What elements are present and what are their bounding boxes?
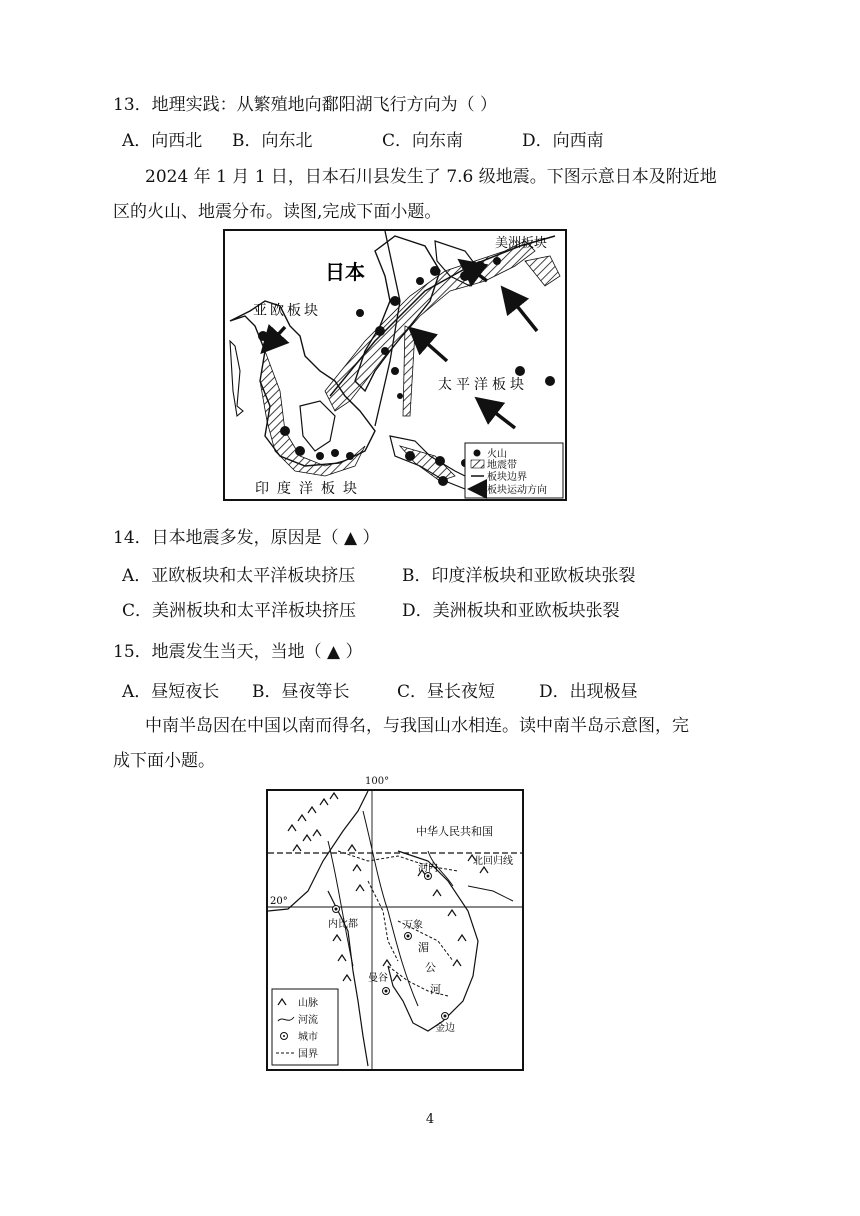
- legend-seismic-icon: [471, 460, 484, 468]
- label-bangkok: 曼谷: [368, 973, 388, 984]
- label-mekong-3: 河: [430, 983, 441, 996]
- legend-river: 河流: [298, 1015, 318, 1026]
- q14-options-row1: [122, 561, 636, 586]
- label-tropic-of-cancer: 北回归线: [473, 856, 513, 867]
- japan-plate-map: [223, 229, 567, 501]
- legend-mountain: 山脉: [298, 998, 318, 1009]
- map1-legend: [465, 443, 563, 498]
- label-hanoi: 河内: [418, 863, 438, 874]
- q13-option-d: D．向西南: [522, 131, 604, 151]
- q13-option-b: B．向东北: [232, 131, 313, 151]
- intro1-line1: 2024 年 1 月 1 日，日本石川县发生了 7.6 级地震。下图示意日本及附近地: [145, 167, 717, 187]
- legend-volcano-icon: [474, 450, 481, 457]
- legend-city: 城市: [298, 1032, 318, 1043]
- legend-border: 国界: [298, 1049, 318, 1060]
- indochina-map: [266, 789, 524, 1071]
- legend-seismic: 地震带: [487, 460, 517, 471]
- label-mekong-2: 公: [425, 961, 436, 974]
- label-indian-plate: 印度洋板块: [255, 481, 365, 497]
- label-vientiane: 万象: [403, 920, 423, 931]
- map2-lon-label: 100°: [365, 776, 390, 787]
- label-american-plate: 美洲板块: [495, 236, 548, 251]
- q14-option-b: B．印度洋板块和亚欧板块张裂: [402, 566, 636, 586]
- indochina-map-svg: [268, 791, 522, 1069]
- q15-option-d: D．出现极昼: [539, 682, 638, 702]
- intro1-line2: 区的火山、地震分布。读图,完成下面小题。: [113, 202, 442, 222]
- japan-plate-map-svg: [225, 231, 565, 499]
- label-lat-20: 20°: [270, 896, 288, 907]
- q15-option-b: B．昼夜等长: [252, 682, 350, 702]
- q14-option-a: A．亚欧板块和太平洋板块挤压: [122, 566, 356, 586]
- intro2-line1: 中南半岛因在中国以南而得名，与我国山水相连。读中南半岛示意图，完: [145, 716, 689, 736]
- q14-option-c: C．美洲板块和太平洋板块挤压: [122, 601, 357, 621]
- label-naypyidaw: 内比都: [328, 919, 358, 930]
- label-pacific-plate: 太平洋板块: [438, 377, 528, 393]
- label-japan: 日本: [325, 260, 365, 284]
- page-number: 4: [425, 1112, 435, 1127]
- q15-option-a: A．昼短夜长: [122, 682, 220, 702]
- q13-stem: 13．地理实践：从繁殖地向鄱阳湖飞行方向为（ ）: [113, 95, 498, 115]
- label-china: 中华人民共和国: [416, 825, 493, 838]
- q15-option-c: C．昼长夜短: [397, 682, 496, 702]
- legend-motion: 板块运动方向: [487, 485, 547, 496]
- q15-stem: 15．地震发生当天，当地（ ▲ ）: [113, 642, 363, 662]
- q14-stem: 14．日本地震多发，原因是（ ▲ ）: [113, 528, 380, 548]
- map2-legend: [272, 989, 338, 1065]
- q13-option-c: C．向东南: [382, 131, 464, 151]
- label-eurasian-plate: 亚欧板块: [253, 303, 321, 319]
- label-mekong-1: 湄: [418, 941, 429, 954]
- legend-volcano: 火山: [487, 449, 507, 460]
- q15-options: [122, 677, 638, 702]
- legend-boundary: 板块边界: [487, 472, 527, 483]
- intro2-line2: 成下面小题。: [113, 751, 215, 771]
- label-phnom-penh: 金边: [435, 1023, 455, 1034]
- q14-options-row2: [122, 596, 620, 621]
- q13-option-a: A．向西北: [122, 131, 203, 151]
- q13-options: [122, 126, 604, 151]
- q14-option-d: D．美洲板块和亚欧板块张裂: [402, 601, 620, 621]
